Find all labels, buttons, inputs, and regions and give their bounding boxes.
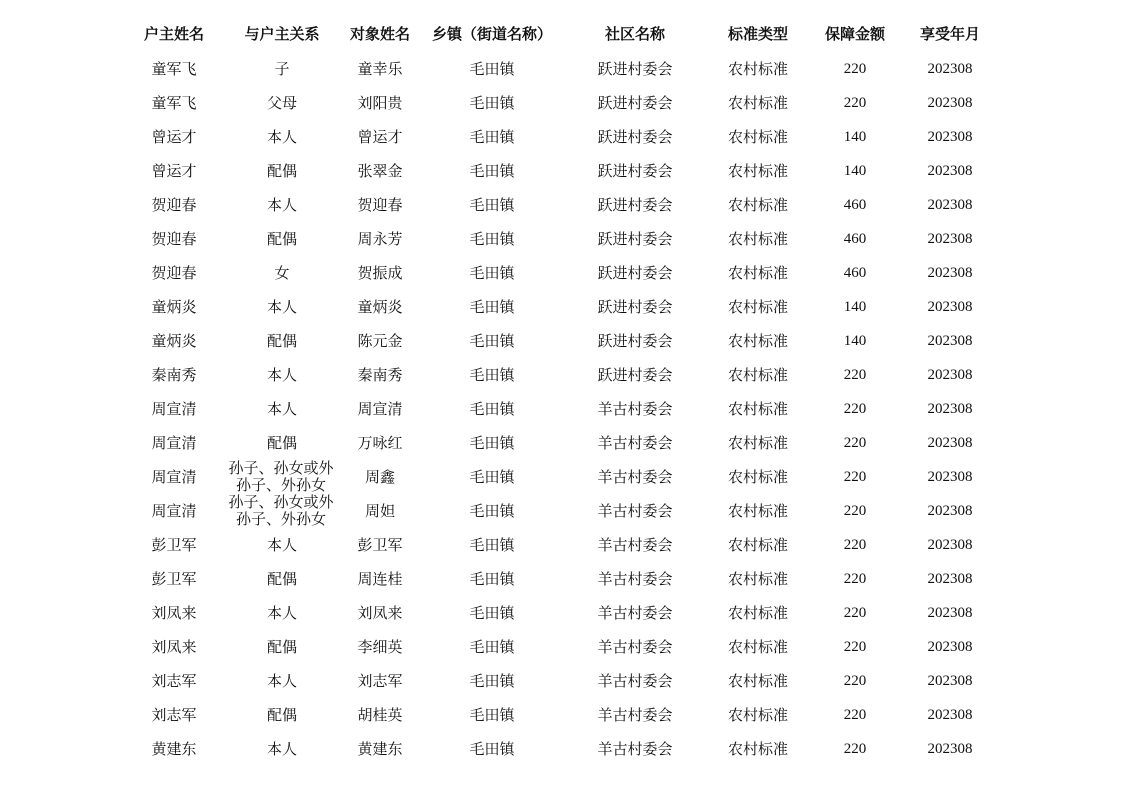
recipient-name-cell: 贺振成 <box>357 264 403 282</box>
householder-name-cell: 曾运才 <box>151 162 197 180</box>
relation-cell: 本人 <box>266 366 297 384</box>
standard-type-cell: 农村标准 <box>727 264 788 282</box>
householder-name-cell: 黄建东 <box>151 740 197 758</box>
month-cell: 202308 <box>927 537 973 553</box>
relation-cell: 孙子、孙女或外孙子、外孙女 <box>228 494 334 528</box>
amount-cell: 220 <box>843 605 867 621</box>
recipient-name-cell: 周妲 <box>364 502 395 520</box>
standard-type-cell: 农村标准 <box>727 502 788 520</box>
recipient-name-cell: 周鑫 <box>364 468 395 486</box>
community-cell: 羊古村委会 <box>597 468 673 486</box>
relation-cell: 本人 <box>266 196 297 214</box>
recipient-name-cell: 童炳炎 <box>357 298 403 316</box>
header-month: 享受年月 <box>919 25 980 43</box>
amount-cell: 220 <box>843 639 867 655</box>
township-cell: 毛田镇 <box>469 604 515 622</box>
standard-type-cell: 农村标准 <box>727 706 788 724</box>
month-cell: 202308 <box>927 197 973 213</box>
relation-cell: 本人 <box>266 536 297 554</box>
recipient-name-cell: 贺迎春 <box>357 196 403 214</box>
standard-type-cell: 农村标准 <box>727 740 788 758</box>
relation-cell: 女 <box>274 264 290 282</box>
header-amount: 保障金额 <box>824 25 885 43</box>
month-cell: 202308 <box>927 95 973 111</box>
standard-type-cell: 农村标准 <box>727 434 788 452</box>
standard-type-cell: 农村标准 <box>727 162 788 180</box>
month-cell: 202308 <box>927 435 973 451</box>
amount-cell: 220 <box>843 469 867 485</box>
relation-cell: 孙子、孙女或外孙子、外孙女 <box>228 460 334 494</box>
recipient-name-cell: 陈元金 <box>357 332 403 350</box>
month-cell: 202308 <box>927 231 973 247</box>
community-cell: 羊古村委会 <box>597 740 673 758</box>
standard-type-cell: 农村标准 <box>727 604 788 622</box>
township-cell: 毛田镇 <box>469 706 515 724</box>
month-cell: 202308 <box>927 571 973 587</box>
householder-name-cell: 周宣清 <box>151 400 197 418</box>
month-cell: 202308 <box>927 503 973 519</box>
standard-type-cell: 农村标准 <box>727 60 788 78</box>
header-standard-type: 标准类型 <box>727 25 788 43</box>
relation-cell: 本人 <box>266 298 297 316</box>
table-row <box>0 494 1122 528</box>
community-cell: 跃进村委会 <box>597 264 673 282</box>
community-cell: 羊古村委会 <box>597 502 673 520</box>
month-cell: 202308 <box>927 605 973 621</box>
recipient-name-cell: 胡桂英 <box>357 706 403 724</box>
month-cell: 202308 <box>927 401 973 417</box>
standard-type-cell: 农村标准 <box>727 672 788 690</box>
township-cell: 毛田镇 <box>469 230 515 248</box>
relation-cell: 配偶 <box>266 230 297 248</box>
amount-cell: 220 <box>843 367 867 383</box>
amount-cell: 140 <box>843 333 867 349</box>
community-cell: 羊古村委会 <box>597 706 673 724</box>
householder-name-cell: 周宣清 <box>151 468 197 486</box>
table-row <box>0 52 1122 86</box>
township-cell: 毛田镇 <box>469 332 515 350</box>
recipient-name-cell: 曾运才 <box>357 128 403 146</box>
householder-name-cell: 刘凤来 <box>151 604 197 622</box>
amount-cell: 220 <box>843 95 867 111</box>
relation-cell: 本人 <box>266 604 297 622</box>
relation-cell: 配偶 <box>266 570 297 588</box>
amount-cell: 220 <box>843 537 867 553</box>
township-cell: 毛田镇 <box>469 60 515 78</box>
table-row <box>0 358 1122 392</box>
standard-type-cell: 农村标准 <box>727 400 788 418</box>
relation-cell: 子 <box>274 60 290 78</box>
table-row <box>0 528 1122 562</box>
householder-name-cell: 贺迎春 <box>151 230 197 248</box>
table-row <box>0 630 1122 664</box>
month-cell: 202308 <box>927 163 973 179</box>
community-cell: 跃进村委会 <box>597 332 673 350</box>
month-cell: 202308 <box>927 367 973 383</box>
header-recipient-name: 对象姓名 <box>349 25 410 43</box>
table-row <box>0 86 1122 120</box>
township-cell: 毛田镇 <box>469 128 515 146</box>
table-row <box>0 562 1122 596</box>
amount-cell: 220 <box>843 707 867 723</box>
month-cell: 202308 <box>927 707 973 723</box>
community-cell: 羊古村委会 <box>597 570 673 588</box>
township-cell: 毛田镇 <box>469 570 515 588</box>
township-cell: 毛田镇 <box>469 740 515 758</box>
community-cell: 跃进村委会 <box>597 230 673 248</box>
relation-cell: 配偶 <box>266 706 297 724</box>
table-row <box>0 290 1122 324</box>
township-cell: 毛田镇 <box>469 434 515 452</box>
relation-cell: 配偶 <box>266 638 297 656</box>
table-row <box>0 222 1122 256</box>
month-cell: 202308 <box>927 265 973 281</box>
table-row <box>0 120 1122 154</box>
month-cell: 202308 <box>927 61 973 77</box>
month-cell: 202308 <box>927 741 973 757</box>
amount-cell: 140 <box>843 129 867 145</box>
month-cell: 202308 <box>927 469 973 485</box>
table-row <box>0 426 1122 460</box>
relation-cell: 配偶 <box>266 332 297 350</box>
community-cell: 跃进村委会 <box>597 94 673 112</box>
householder-name-cell: 曾运才 <box>151 128 197 146</box>
community-cell: 羊古村委会 <box>597 672 673 690</box>
month-cell: 202308 <box>927 639 973 655</box>
table-row <box>0 154 1122 188</box>
township-cell: 毛田镇 <box>469 162 515 180</box>
recipient-name-cell: 彭卫军 <box>357 536 403 554</box>
table-row <box>0 392 1122 426</box>
standard-type-cell: 农村标准 <box>727 536 788 554</box>
community-cell: 羊古村委会 <box>597 604 673 622</box>
amount-cell: 220 <box>843 741 867 757</box>
relation-cell: 本人 <box>266 740 297 758</box>
community-cell: 羊古村委会 <box>597 638 673 656</box>
standard-type-cell: 农村标准 <box>727 128 788 146</box>
recipient-name-cell: 周连桂 <box>357 570 403 588</box>
table-row <box>0 324 1122 358</box>
recipient-name-cell: 张翠金 <box>357 162 403 180</box>
relation-cell: 本人 <box>266 400 297 418</box>
amount-cell: 220 <box>843 401 867 417</box>
community-cell: 羊古村委会 <box>597 400 673 418</box>
standard-type-cell: 农村标准 <box>727 468 788 486</box>
recipient-name-cell: 童幸乐 <box>357 60 403 78</box>
township-cell: 毛田镇 <box>469 196 515 214</box>
township-cell: 毛田镇 <box>469 502 515 520</box>
header-householder-name: 户主姓名 <box>143 25 204 43</box>
householder-name-cell: 童炳炎 <box>151 332 197 350</box>
relation-cell: 本人 <box>266 128 297 146</box>
community-cell: 跃进村委会 <box>597 196 673 214</box>
township-cell: 毛田镇 <box>469 536 515 554</box>
month-cell: 202308 <box>927 129 973 145</box>
amount-cell: 460 <box>843 231 867 247</box>
relation-cell: 本人 <box>266 672 297 690</box>
township-cell: 毛田镇 <box>469 400 515 418</box>
table-header-row <box>0 17 1122 51</box>
householder-name-cell: 彭卫军 <box>151 536 197 554</box>
header-relation: 与户主关系 <box>244 25 320 43</box>
community-cell: 羊古村委会 <box>597 536 673 554</box>
table-row <box>0 732 1122 766</box>
month-cell: 202308 <box>927 333 973 349</box>
township-cell: 毛田镇 <box>469 366 515 384</box>
recipient-name-cell: 刘阳贵 <box>357 94 403 112</box>
householder-name-cell: 童军飞 <box>151 60 197 78</box>
standard-type-cell: 农村标准 <box>727 638 788 656</box>
month-cell: 202308 <box>927 299 973 315</box>
amount-cell: 460 <box>843 265 867 281</box>
township-cell: 毛田镇 <box>469 94 515 112</box>
table-row <box>0 256 1122 290</box>
header-township: 乡镇（街道名称） <box>431 25 552 43</box>
relation-cell: 父母 <box>266 94 297 112</box>
relation-cell: 配偶 <box>266 434 297 452</box>
township-cell: 毛田镇 <box>469 672 515 690</box>
householder-name-cell: 周宣清 <box>151 502 197 520</box>
householder-name-cell: 贺迎春 <box>151 196 197 214</box>
standard-type-cell: 农村标准 <box>727 570 788 588</box>
community-cell: 羊古村委会 <box>597 434 673 452</box>
recipient-name-cell: 刘志军 <box>357 672 403 690</box>
table-row <box>0 664 1122 698</box>
recipient-name-cell: 周宣清 <box>357 400 403 418</box>
amount-cell: 140 <box>843 299 867 315</box>
table-row <box>0 596 1122 630</box>
table-row <box>0 188 1122 222</box>
householder-name-cell: 贺迎春 <box>151 264 197 282</box>
community-cell: 跃进村委会 <box>597 366 673 384</box>
standard-type-cell: 农村标准 <box>727 230 788 248</box>
amount-cell: 220 <box>843 571 867 587</box>
township-cell: 毛田镇 <box>469 468 515 486</box>
amount-cell: 220 <box>843 503 867 519</box>
township-cell: 毛田镇 <box>469 264 515 282</box>
householder-name-cell: 秦南秀 <box>151 366 197 384</box>
township-cell: 毛田镇 <box>469 638 515 656</box>
amount-cell: 140 <box>843 163 867 179</box>
standard-type-cell: 农村标准 <box>727 94 788 112</box>
standard-type-cell: 农村标准 <box>727 196 788 214</box>
community-cell: 跃进村委会 <box>597 298 673 316</box>
community-cell: 跃进村委会 <box>597 128 673 146</box>
recipient-name-cell: 刘凤来 <box>357 604 403 622</box>
recipient-name-cell: 李细英 <box>357 638 403 656</box>
recipient-name-cell: 黄建东 <box>357 740 403 758</box>
standard-type-cell: 农村标准 <box>727 298 788 316</box>
month-cell: 202308 <box>927 673 973 689</box>
amount-cell: 220 <box>843 435 867 451</box>
table-row <box>0 698 1122 732</box>
householder-name-cell: 童炳炎 <box>151 298 197 316</box>
relation-cell: 配偶 <box>266 162 297 180</box>
recipient-name-cell: 周永芳 <box>357 230 403 248</box>
householder-name-cell: 周宣清 <box>151 434 197 452</box>
recipient-name-cell: 万咏红 <box>357 434 403 452</box>
community-cell: 跃进村委会 <box>597 60 673 78</box>
householder-name-cell: 刘志军 <box>151 672 197 690</box>
amount-cell: 460 <box>843 197 867 213</box>
recipient-name-cell: 秦南秀 <box>357 366 403 384</box>
community-cell: 跃进村委会 <box>597 162 673 180</box>
standard-type-cell: 农村标准 <box>727 366 788 384</box>
township-cell: 毛田镇 <box>469 298 515 316</box>
header-community: 社区名称 <box>604 25 665 43</box>
householder-name-cell: 彭卫军 <box>151 570 197 588</box>
amount-cell: 220 <box>843 61 867 77</box>
householder-name-cell: 刘志军 <box>151 706 197 724</box>
standard-type-cell: 农村标准 <box>727 332 788 350</box>
amount-cell: 220 <box>843 673 867 689</box>
householder-name-cell: 童军飞 <box>151 94 197 112</box>
table-row <box>0 460 1122 494</box>
householder-name-cell: 刘凤来 <box>151 638 197 656</box>
